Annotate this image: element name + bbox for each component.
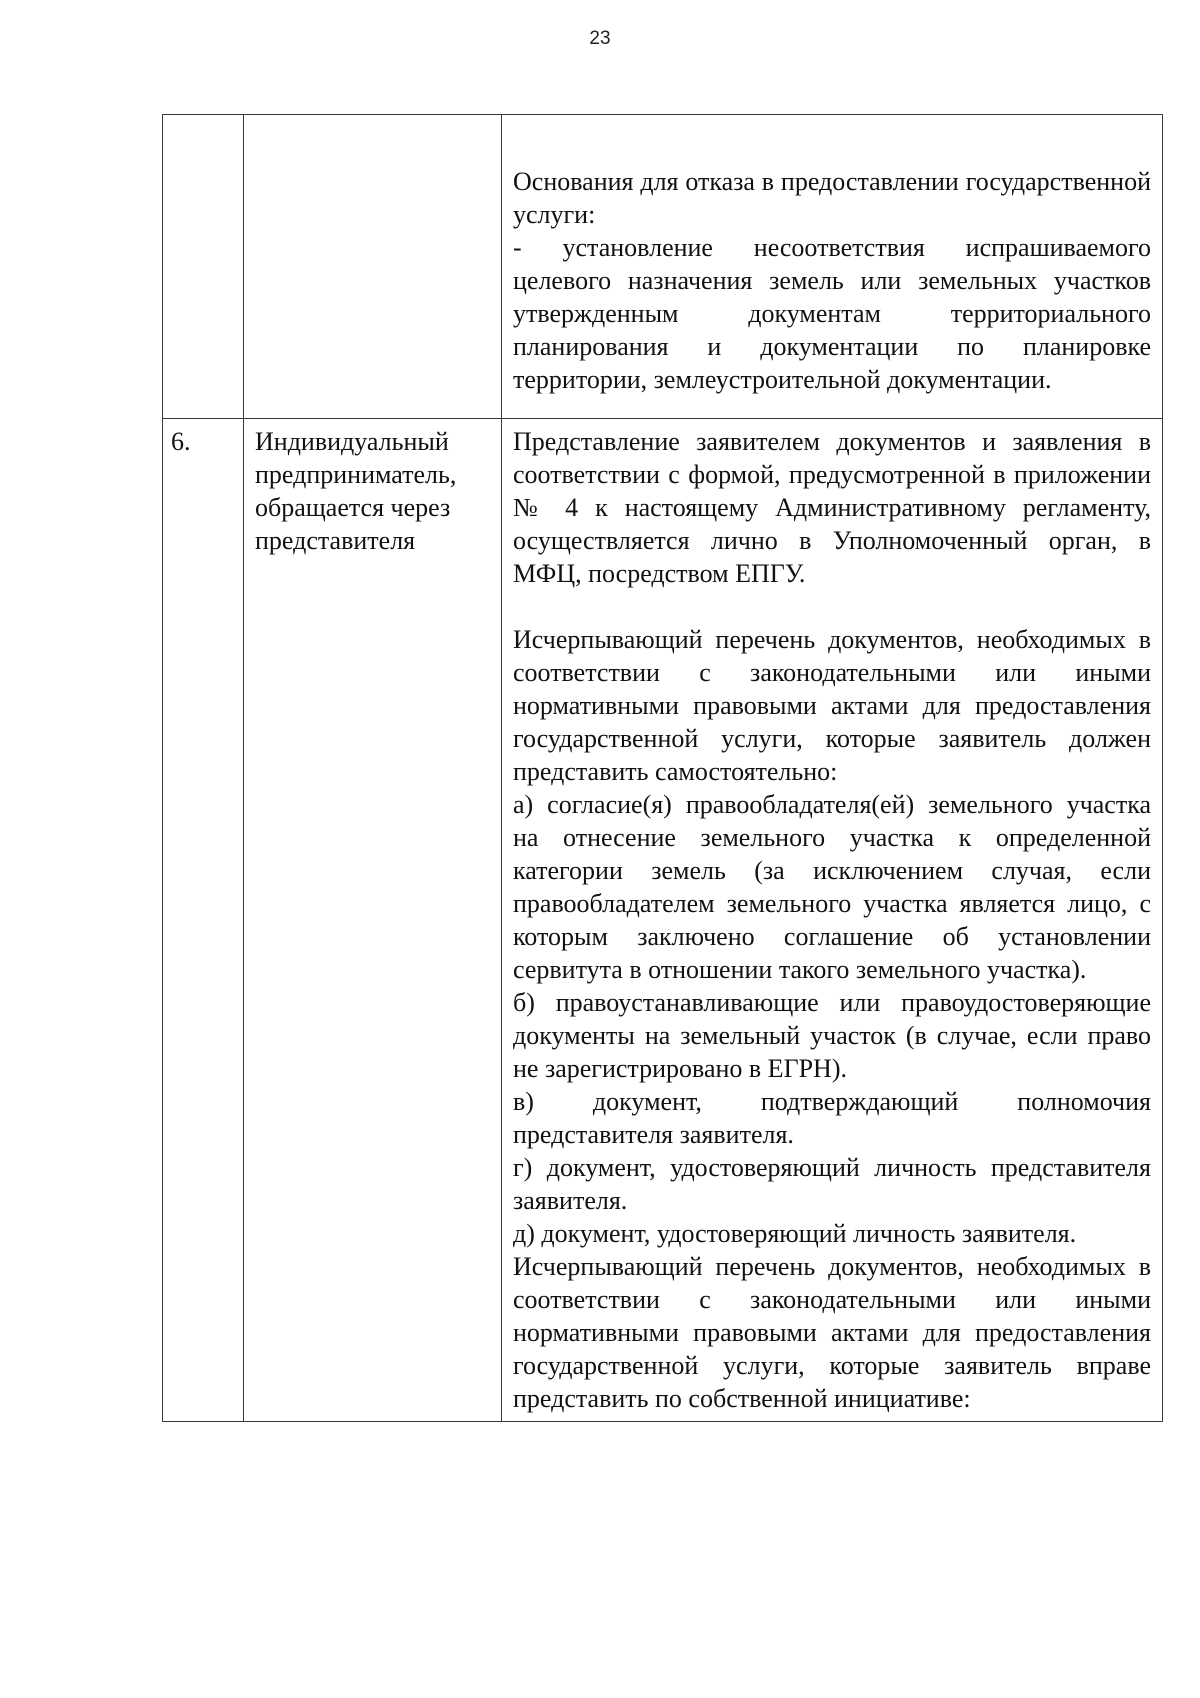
refusal-ground-item: - установление несоответствия испрашиваемого целевого назначения земель или земельных участков утвержденным документам территориального планирования и документации по планировке территории, землеустроительной документации. <box>513 233 1151 394</box>
page-number: 23 <box>589 28 611 49</box>
applicant-cell <box>244 115 502 419</box>
submission-intro: Представление заявителем документов и заявления в соответствии с формой, предусмотренной в приложении № 4 к настоящему Административному регламенту, осуществляется лично в Уполномоченный орган, в МФЦ, посредством ЕПГУ. <box>513 427 1151 588</box>
table-row-continuation <box>163 115 1163 419</box>
conditions-cell <box>502 115 1163 419</box>
required-doc-item: а) согласие(я) правообладателя(ей) земельного участка на отнесение земельного участка к определенной категории земель (за исключением случая, если правообладателем земельного участка является лицо, с которым заключено соглашение об установлении сервитута в отношении такого земельного участка). <box>513 790 1151 984</box>
conditions-cell <box>502 419 1163 1422</box>
services-table <box>162 114 1163 1422</box>
row-number-cell <box>163 115 244 419</box>
optional-docs-heading: Исчерпывающий перечень документов, необходимых в соответствии с законодательными или иными нормативными правовыми актами для предоставления государственной услуги, которые заявитель вправе представить по собственной инициативе: <box>513 1252 1151 1413</box>
required-docs-heading: Исчерпывающий перечень документов, необходимых в соответствии с законодательными или иными нормативными правовыми актами для предоставления государственной услуги, которые заявитель должен представить самостоятельно: <box>513 625 1151 786</box>
applicant-description: Индивидуальный предприниматель, обращается через представителя <box>255 427 457 555</box>
required-doc-item: д) документ, удостоверяющий личность заявителя. <box>513 1219 1077 1248</box>
row-number-cell: 6. <box>163 419 244 1422</box>
table-row-6 <box>163 419 1163 1422</box>
required-doc-item: в) документ, подтверждающий полномочия представителя заявителя. <box>513 1087 1151 1149</box>
refusal-grounds-heading: Основания для отказа в предоставлении государственной услуги: <box>513 167 1151 229</box>
paragraph-gap <box>513 590 1151 623</box>
required-doc-item: г) документ, удостоверяющий личность представителя заявителя. <box>513 1153 1151 1215</box>
required-doc-item: б) правоустанавливающие или правоудостоверяющие документы на земельный участок (в случае, если право не зарегистрировано в ЕГРН). <box>513 988 1151 1083</box>
applicant-cell <box>244 419 502 1422</box>
